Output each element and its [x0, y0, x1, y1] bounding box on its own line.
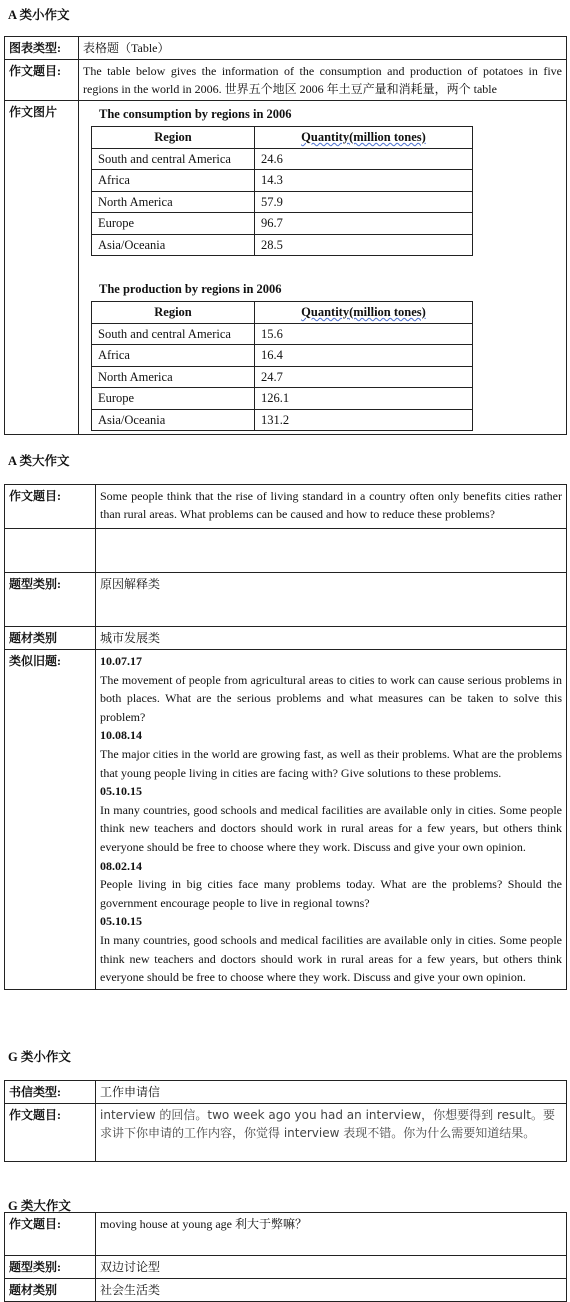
subject-value: 社会生活类 [96, 1279, 567, 1302]
a-small-table [4, 36, 567, 435]
subject-label: 题材类别 [5, 627, 96, 650]
letter-type-label: 书信类型: [5, 1081, 96, 1104]
quantity-cell: 14.3 [255, 170, 473, 192]
production-caption: The production by regions in 2006 [99, 282, 282, 296]
question-date: 10.08.14 [100, 728, 142, 743]
table-row [92, 148, 473, 170]
region-cell: North America [92, 366, 255, 388]
image-cell [79, 101, 567, 435]
table-row [92, 323, 473, 345]
question-date: 10.07.17 [100, 654, 142, 668]
question-type-value: 原因解释类 [96, 573, 567, 627]
quantity-cell: 57.9 [255, 191, 473, 213]
topic-value: moving house at young age 利大于弊嘛？ [96, 1213, 567, 1256]
region-cell: Europe [92, 388, 255, 410]
consumption-header-quantity: Quantity(million tones) [255, 127, 473, 149]
table-row [92, 345, 473, 367]
quantity-cell: 28.5 [255, 234, 473, 256]
g-large-table [4, 1212, 567, 1302]
quantity-cell: 15.6 [255, 323, 473, 345]
g-small-table [4, 1080, 567, 1162]
table-row [92, 366, 473, 388]
region-cell: North America [92, 191, 255, 213]
section-title-g-small: G 类小作文 [8, 1050, 71, 1064]
section-title-a-small: A 类小作文 [8, 8, 70, 22]
topic-label: 作文题目: [5, 60, 79, 101]
region-cell: Africa [92, 345, 255, 367]
a-large-table [4, 484, 567, 990]
question-text: In many countries, good schools and medical facilities are available only in cities. Some people think new teachers and doctors should work in rural areas for a few years, but others think everyone should be free to choose where they work. Discuss and give your own opinion. [100, 802, 562, 854]
table-row [92, 388, 473, 410]
empty-cell [96, 529, 567, 573]
question-type-value: 双边讨论型 [96, 1256, 567, 1279]
similar-questions-label: 类似旧题: [5, 650, 96, 990]
table-row [92, 170, 473, 192]
quantity-cell: 126.1 [255, 388, 473, 410]
topic-label: 作文题目: [5, 1104, 96, 1162]
region-cell: Europe [92, 213, 255, 235]
consumption-header-region: Region [92, 127, 255, 149]
question-date: 05.10.15 [100, 914, 142, 929]
question-date: 05.10.15 [100, 784, 142, 799]
section-title-g-large: G 类大作文 [8, 1199, 71, 1213]
image-label: 作文图片 [5, 101, 79, 435]
quantity-cell: 16.4 [255, 345, 473, 367]
question-type-label: 题型类别: [5, 573, 96, 627]
region-cell: Asia/Oceania [92, 409, 255, 431]
quantity-cell: 131.2 [255, 409, 473, 431]
topic-label: 作文题目: [5, 1213, 96, 1256]
topic-value: Some people think that the rise of living standard in a country often only benefits cities rather than rural areas. What problems can be caused and how to reduce these problems? [96, 485, 567, 529]
quantity-cell: 24.7 [255, 366, 473, 388]
subject-label: 题材类别 [5, 1279, 96, 1302]
quantity-cell: 24.6 [255, 148, 473, 170]
table-row [92, 234, 473, 256]
chart-type-value: 表格题（Table） [79, 37, 567, 60]
section-title-a-large: A 类大作文 [8, 454, 70, 468]
region-cell: Asia/Oceania [92, 234, 255, 256]
production-table [91, 301, 473, 431]
topic-value: interview 的回信。two week ago you had an interview，你想要得到 result。要求讲下你申请的工作内容，你觉得 interview 表现不错。你为什么需要知道结果。 [96, 1104, 567, 1162]
question-text: The movement of people from agricultural areas to cities to work can cause serious problems in both places. What are the serious problems and what measures can be taken to solve this problem? [100, 672, 562, 724]
production-header-quantity: Quantity(million tones) [255, 302, 473, 324]
region-cell: Africa [92, 170, 255, 192]
topic-label: 作文题目: [5, 485, 96, 529]
region-cell: South and central America [92, 148, 255, 170]
chart-type-label: 图表类型: [5, 37, 79, 60]
similar-questions [96, 650, 567, 990]
consumption-caption: The consumption by regions in 2006 [99, 107, 292, 121]
subject-value: 城市发展类 [96, 627, 567, 650]
letter-type-value: 工作申请信 [96, 1081, 567, 1104]
consumption-table [91, 126, 473, 256]
question-type-label: 题型类别: [5, 1256, 96, 1279]
question-text: In many countries, good schools and medical facilities are available only in cities. Some people think new teachers and doctors should work in rural areas for a few years, but others think everyone should be free to choose where they work. Discuss and give your own opinion. [100, 932, 562, 985]
quantity-cell: 96.7 [255, 213, 473, 235]
table-row [92, 409, 473, 431]
question-text: The major cities in the world are growing fast, as well as their problems. What are the problems that young people living in cities are facing with? Give solutions to these problems. [100, 746, 562, 780]
empty-cell [5, 529, 96, 573]
table-row [92, 191, 473, 213]
region-cell: South and central America [92, 323, 255, 345]
question-date: 08.02.14 [100, 858, 142, 873]
question-text: People living in big cities face many problems today. What are the problems? Should the government encourage people to live in regional towns? [100, 877, 562, 910]
production-header-region: Region [92, 302, 255, 324]
table-row [92, 213, 473, 235]
topic-value: The table below gives the information of the consumption and production of potatoes in five regions in the world in 2006. 世界五个地区 2006 年土豆产量和消耗量，两个 table [79, 60, 567, 101]
